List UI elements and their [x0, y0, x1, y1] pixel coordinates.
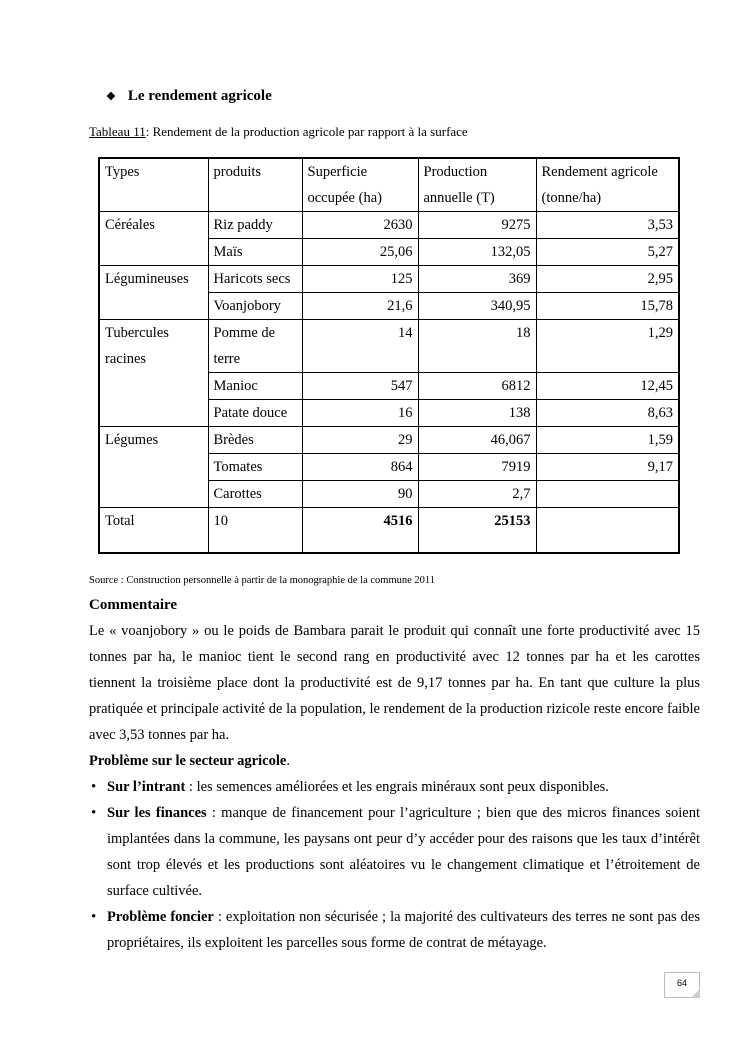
value-cell: 12,45	[536, 373, 679, 400]
product-cell: Patate douce	[208, 400, 302, 427]
total-cell: 10	[208, 508, 302, 554]
product-cell: Haricots secs	[208, 266, 302, 293]
yield-table	[98, 157, 680, 554]
value-cell: 1,29	[536, 320, 679, 373]
page-fold-icon	[691, 989, 700, 998]
page-number-text: 64	[676, 978, 687, 988]
product-cell: Carottes	[208, 481, 302, 508]
value-cell: 2,95	[536, 266, 679, 293]
value-cell: 46,067	[418, 427, 536, 454]
probleme-heading-text: Problème sur le secteur agricole	[89, 753, 287, 769]
total-cell: 25153	[418, 508, 536, 554]
table-row	[99, 427, 679, 454]
product-cell: Tomates	[208, 454, 302, 481]
value-cell: 5,27	[536, 239, 679, 266]
value-cell: 21,6	[302, 293, 418, 320]
header-line: Rendement agricole	[541, 164, 658, 180]
value-cell: 138	[418, 400, 536, 427]
value-cell: 90	[302, 481, 418, 508]
problem-item-title: Sur les finances	[107, 805, 207, 821]
header-line: produits	[213, 164, 262, 180]
table-source: Source : Construction personnelle à partir de la monographie de la commune 2011	[89, 575, 436, 586]
header-line	[214, 185, 297, 211]
table-row	[99, 266, 679, 293]
value-cell: 18	[418, 320, 536, 373]
product-cell: Voanjobory	[208, 293, 302, 320]
value-cell: 15,78	[536, 293, 679, 320]
header-line	[105, 185, 203, 211]
header-line: Types	[105, 164, 140, 180]
type-line: racines	[105, 351, 147, 367]
total-row	[99, 508, 679, 554]
type-cell	[99, 266, 208, 320]
table-caption-label: Tableau 11	[89, 124, 146, 139]
value-cell: 16	[302, 400, 418, 427]
value-cell: 9275	[418, 212, 536, 239]
header-line: Production	[423, 164, 488, 180]
table-header-cell	[208, 158, 302, 212]
product-cell: Riz paddy	[208, 212, 302, 239]
header-line: Superficie	[307, 164, 368, 180]
body-text	[89, 592, 700, 956]
value-cell: 2630	[302, 212, 418, 239]
page-number	[664, 972, 700, 998]
section-heading-text: Le rendement agricole	[127, 88, 272, 104]
table-caption-text: : Rendement de la production agricole par rapport à la surface	[145, 124, 468, 139]
value-cell: 14	[302, 320, 418, 373]
value-cell: 3,53	[536, 212, 679, 239]
commentaire-heading: Commentaire	[89, 597, 178, 613]
product-cell: Manioc	[208, 373, 302, 400]
probleme-heading-dot: .	[286, 753, 290, 769]
product-line: terre	[213, 351, 241, 367]
value-cell: 6812	[418, 373, 536, 400]
type-line: Céréales	[105, 217, 155, 233]
value-cell: 340,95	[418, 293, 536, 320]
value-cell: 864	[302, 454, 418, 481]
problem-item-text: : exploitation non sécurisée ; la majorité des cultivateurs des terres ne sont pas des propriétaires, ils exploitent les parcelles sous forme de contrat de métayage.	[107, 909, 700, 951]
value-cell: 25,06	[302, 239, 418, 266]
probleme-heading	[89, 748, 700, 774]
table-header-cell	[99, 158, 208, 212]
header-line: annuelle (T)	[423, 190, 495, 206]
value-cell: 125	[302, 266, 418, 293]
diamond-bullet-icon: ❖	[106, 91, 116, 103]
problem-item-text: : manque de financement pour l’agriculture ; bien que des micros finances soient implantées dans la commune, les paysans ont peur d’y accéder pour des raisons que les taux d’intérêt sont trop élevés et les productions sont aléatoires vu le changement climatique et l’étroitement de surface cultivée.	[107, 805, 700, 899]
value-cell: 2,7	[418, 481, 536, 508]
problem-item	[107, 904, 700, 956]
total-cell: Total	[99, 508, 208, 554]
problem-item-text: : les semences améliorées et les engrais minéraux sont peux disponibles.	[185, 779, 609, 795]
value-cell: 7919	[418, 454, 536, 481]
type-cell	[99, 427, 208, 508]
type-cell	[99, 212, 208, 266]
section-heading	[106, 88, 272, 105]
table-header-cell	[536, 158, 679, 212]
product-cell	[208, 320, 302, 373]
value-cell	[536, 481, 679, 508]
product-cell: Maïs	[208, 239, 302, 266]
value-cell: 8,63	[536, 400, 679, 427]
problem-list	[89, 774, 700, 956]
table-caption	[89, 124, 468, 140]
problem-item	[107, 774, 700, 800]
total-cell	[536, 508, 679, 554]
total-cell: 4516	[302, 508, 418, 554]
type-cell	[99, 320, 208, 427]
value-cell: 1,59	[536, 427, 679, 454]
table-header-cell	[302, 158, 418, 212]
problem-item-title: Sur l’intrant	[107, 779, 186, 795]
problem-item-title: Problème foncier	[107, 909, 214, 925]
product-cell: Brèdes	[208, 427, 302, 454]
commentaire-paragraph: Le « voanjobory » ou le poids de Bambara parait le produit qui connaît une forte productivité avec 15 tonnes par ha, le manioc tient le second rang en productivité avec 12 tonnes par ha et les carottes tiennent la troisième place dont la productivité est de 9,17 tonnes par ha. En tant que culture la plus pratiquée et principale activité de la population, le rendement de la production rizicole reste encore faible avec 3,53 tonnes par ha.	[89, 623, 700, 743]
type-line: Légumes	[105, 432, 159, 448]
value-cell: 547	[302, 373, 418, 400]
product-line: Pomme de	[213, 325, 276, 341]
header-line: (tonne/ha)	[541, 190, 602, 206]
value-cell: 132,05	[418, 239, 536, 266]
value-cell: 369	[418, 266, 536, 293]
table-header-row	[99, 158, 679, 212]
value-cell: 9,17	[536, 454, 679, 481]
value-cell: 29	[302, 427, 418, 454]
table-row	[99, 320, 679, 373]
table-row	[99, 212, 679, 239]
table-header-cell	[418, 158, 536, 212]
problem-item	[107, 800, 700, 904]
header-line: occupée (ha)	[307, 190, 382, 206]
type-line: Légumineuses	[105, 271, 189, 287]
type-line: Tubercules	[105, 325, 169, 341]
